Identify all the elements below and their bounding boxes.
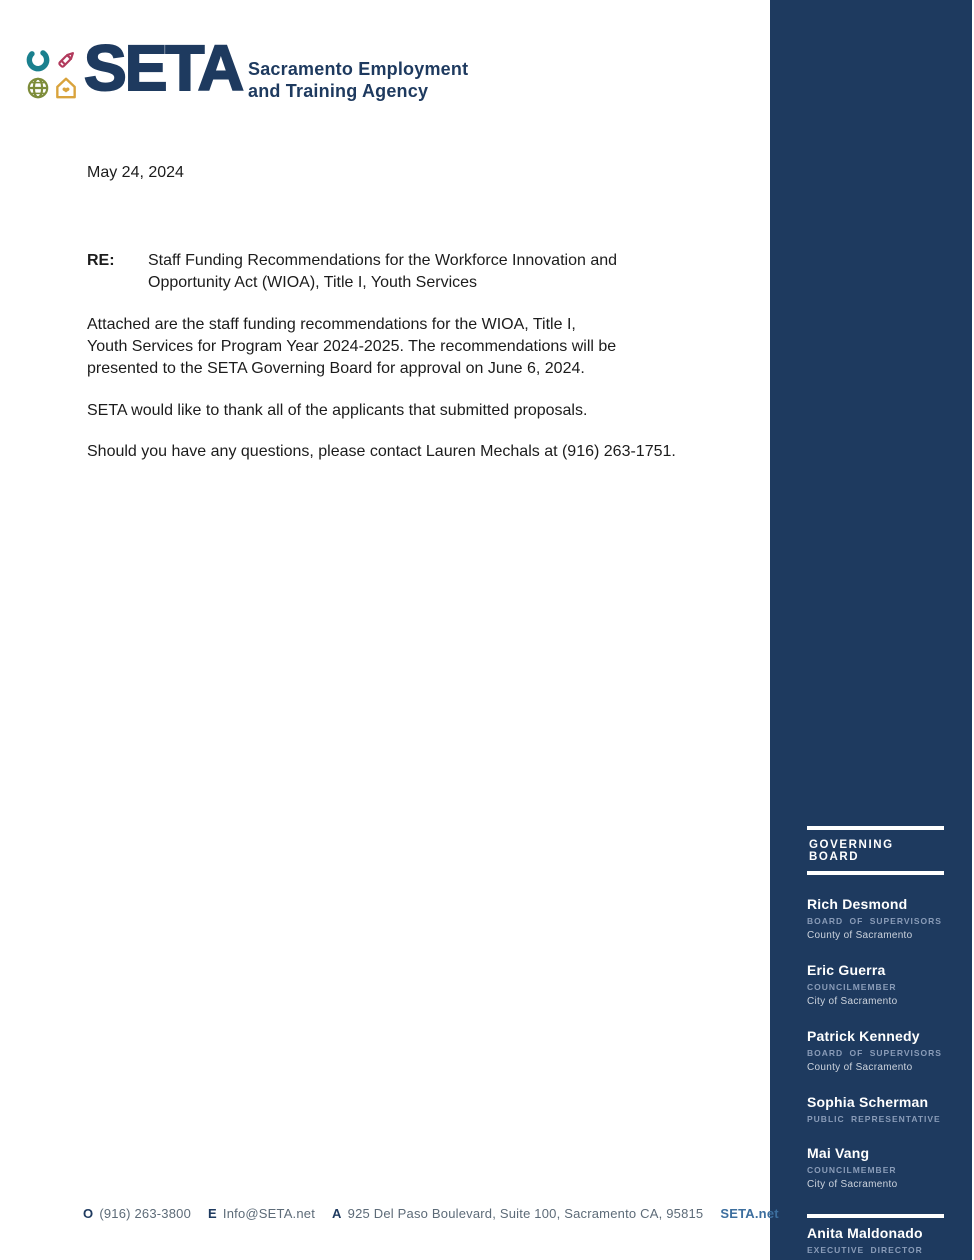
board-member: [807, 896, 944, 941]
footer-contact-bar: [83, 1206, 779, 1221]
brand-logo-icon-grid: [25, 47, 79, 101]
footer-phone-group: [83, 1206, 191, 1221]
governing-board-heading: GOVERNING BOARD: [809, 839, 894, 863]
board-member: [807, 1028, 944, 1073]
member-name: Patrick Kennedy: [807, 1028, 920, 1044]
footer-email-group: [208, 1206, 315, 1221]
address-label: A: [332, 1206, 342, 1221]
footer-address-group: [332, 1206, 703, 1221]
member-title: BOARD OF SUPERVISORS: [807, 916, 942, 926]
member-org: County of Sacramento: [807, 930, 913, 941]
member-name: Sophia Scherman: [807, 1094, 929, 1110]
member-org: City of Sacramento: [807, 996, 898, 1007]
brand-wordmark: SETA: [84, 32, 242, 104]
brand-tagline-line-2: and Training Agency: [248, 81, 429, 101]
governing-board-sidebar: [770, 0, 972, 1260]
phone-label: O: [83, 1206, 94, 1221]
divider: [807, 826, 944, 830]
board-member: [807, 962, 944, 1007]
phone-number: (916) 263-3800: [99, 1206, 192, 1221]
body-paragraph-1: [87, 314, 616, 380]
letter-date: May 24, 2024: [87, 164, 184, 181]
member-title: BOARD OF SUPERVISORS: [807, 1048, 942, 1058]
re-subject-line-1: Staff Funding Recommendations for the Workforce Innovation and: [148, 252, 618, 269]
re-subject-block: [87, 250, 617, 294]
member-title: COUNCILMEMBER: [807, 982, 897, 992]
executive-director-block: [807, 1214, 944, 1260]
re-subject-text: [148, 250, 617, 294]
member-name: Eric Guerra: [807, 962, 886, 978]
member-title: PUBLIC REPRESENTATIVE: [807, 1114, 941, 1124]
member-title: COUNCILMEMBER: [807, 1165, 897, 1175]
member-org: City of Sacramento: [807, 1179, 898, 1190]
director-name: Anita Maldonado: [807, 1225, 923, 1241]
globe-icon: [25, 75, 51, 101]
brand-tagline: [248, 58, 468, 102]
body-paragraph-3: Should you have any questions, please contact Lauren Mechals at (916) 263-1751.: [87, 443, 676, 460]
divider: [807, 871, 944, 875]
pencil-icon: [53, 47, 79, 73]
director-title: EXECUTIVE DIRECTOR: [807, 1245, 923, 1255]
website-link: SETA.net: [720, 1206, 779, 1221]
re-subject-line-2: Opportunity Act (WIOA), Title I, Youth Services: [148, 274, 478, 291]
body-paragraph-2: SETA would like to thank all of the applicants that submitted proposals.: [87, 402, 588, 419]
governing-board-panel: [807, 826, 944, 1260]
member-name: Rich Desmond: [807, 896, 908, 912]
board-member: [807, 1094, 944, 1124]
brand-tagline-line-1: Sacramento Employment: [248, 59, 469, 79]
body-paragraph-1-line-1: Attached are the staff funding recommendations for the WIOA, Title I,: [87, 316, 576, 333]
body-paragraph-1-line-3: presented to the SETA Governing Board for approval on June 6, 2024.: [87, 360, 585, 377]
member-name: Mai Vang: [807, 1145, 870, 1161]
re-label: RE:: [87, 252, 115, 269]
board-member: [807, 1145, 944, 1190]
email-label: E: [208, 1206, 217, 1221]
member-org: County of Sacramento: [807, 1062, 913, 1073]
body-paragraph-1-line-2: Youth Services for Program Year 2024-2025. The recommendations will be: [87, 338, 617, 355]
home-icon: [53, 75, 79, 101]
street-address: 925 Del Paso Boulevard, Suite 100, Sacramento CA, 95815: [347, 1206, 704, 1221]
ring-icon: [25, 47, 51, 73]
email-address: Info@SETA.net: [222, 1206, 316, 1221]
